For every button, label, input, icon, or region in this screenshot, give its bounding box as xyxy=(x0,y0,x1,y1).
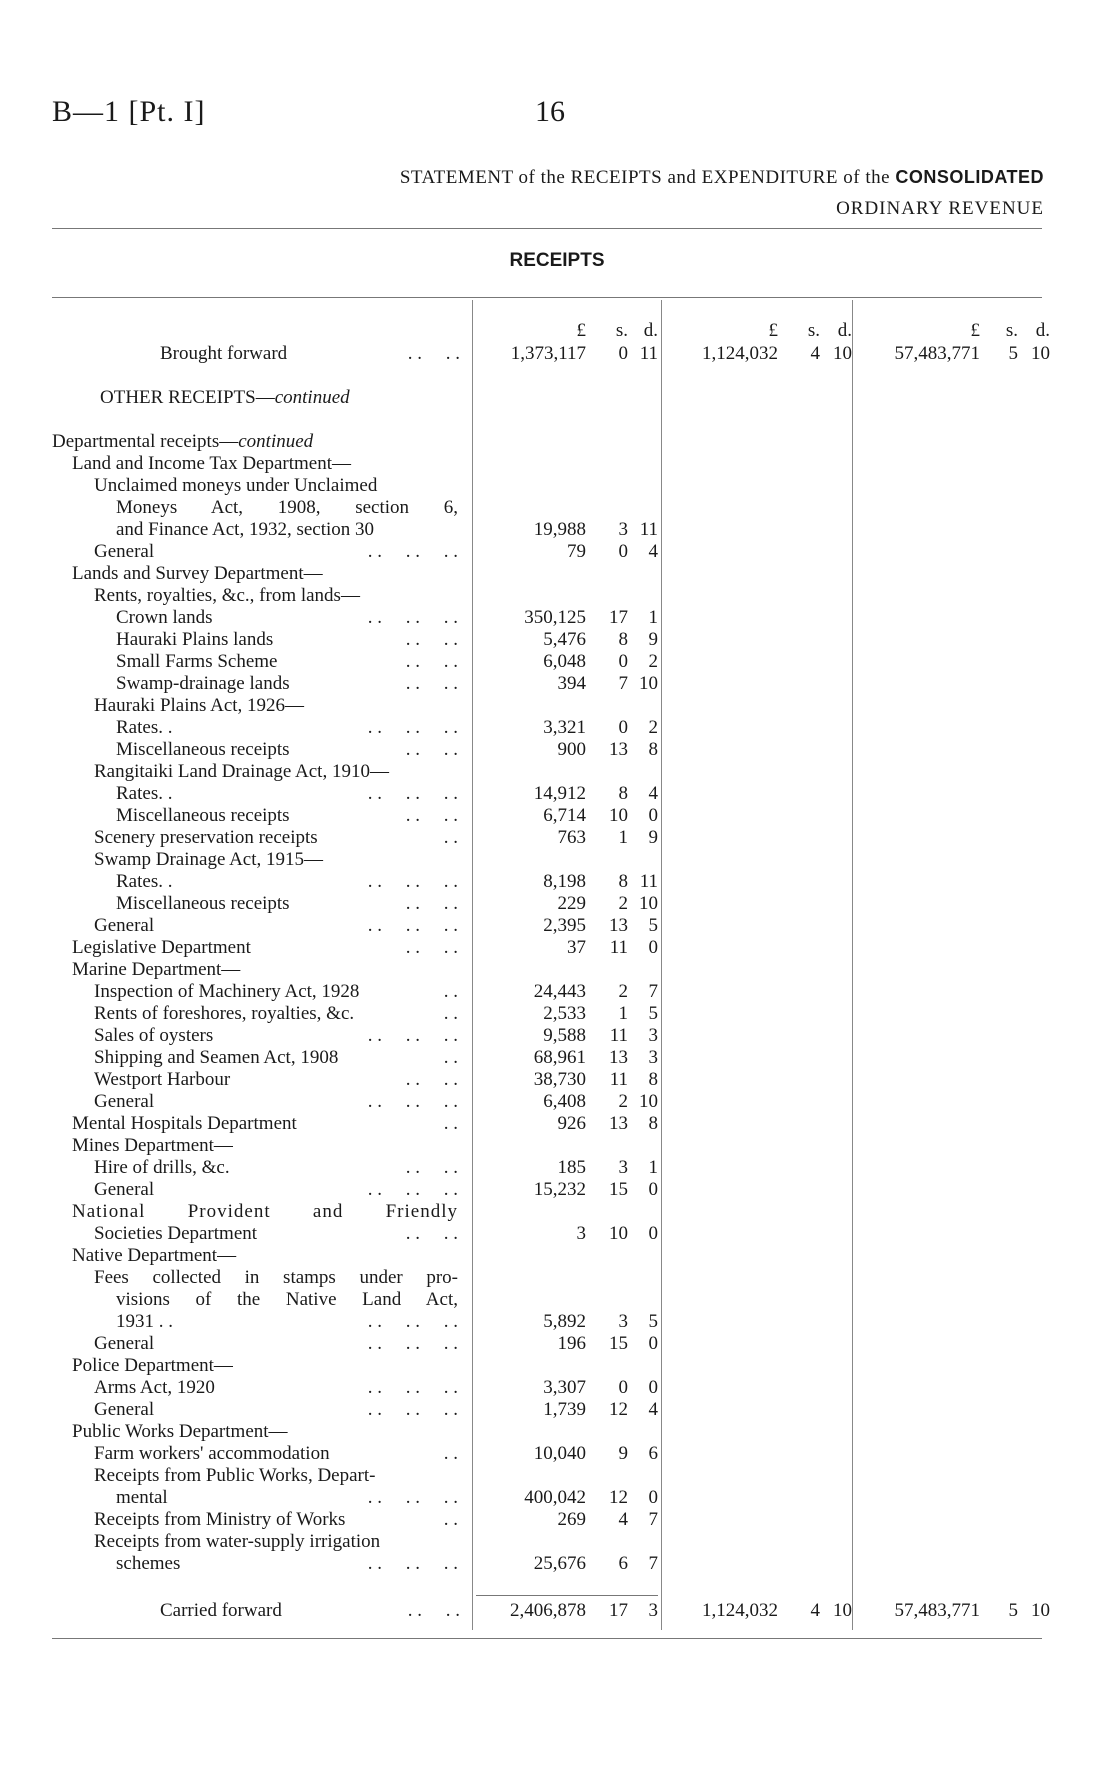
row-leader-dots: . . xyxy=(443,827,458,848)
section-heading: RECEIPTS xyxy=(509,250,605,271)
row-amount-pounds: 400,042 xyxy=(524,1487,586,1508)
row-label: Swamp-drainage lands xyxy=(116,673,290,694)
row-amount-pounds: 25,676 xyxy=(533,1553,586,1574)
row-leader-dots: . . . . xyxy=(405,673,458,694)
document-reference: B—1 [Pt. I] xyxy=(52,95,206,128)
row-amount-shillings: 15 xyxy=(609,1333,628,1354)
row-leader-dots: . . . . xyxy=(405,1157,458,1178)
row-amount-pence: 10 xyxy=(639,673,658,694)
row-amount-pounds: 15,232 xyxy=(533,1179,586,1200)
row-amount-shillings: 12 xyxy=(609,1487,628,1508)
row-label: Crown lands xyxy=(116,607,213,628)
row-label: General xyxy=(94,1333,155,1354)
row-label: Marine Department— xyxy=(72,959,241,980)
row-amount-pence: 3 xyxy=(648,1025,658,1046)
row-leader-dots: . . xyxy=(443,1003,458,1024)
row-amount-pence: 7 xyxy=(648,1509,658,1530)
row-label: Moneys Act, 1908, section 6, xyxy=(116,497,458,518)
row-label: Mines Department— xyxy=(72,1135,233,1156)
carried-forward-col1-pence: 3 xyxy=(648,1600,658,1621)
col3-pence-header: d. xyxy=(1035,320,1050,341)
row-amount-pence: 2 xyxy=(648,717,658,738)
row-label: Fees collected in stamps under pro- xyxy=(94,1267,458,1288)
row-leader-dots: . . . . . . xyxy=(367,1179,458,1200)
row-label: Receipts from Public Works, Depart- xyxy=(94,1465,376,1486)
bottom-rule xyxy=(52,1638,1042,1639)
table-top-rule xyxy=(52,297,1042,298)
brought-forward-col3-pence: 10 xyxy=(1031,343,1050,364)
row-leader-dots: . . . . xyxy=(405,937,458,958)
row-amount-shillings: 9 xyxy=(618,1443,628,1464)
row-amount-pounds: 3,307 xyxy=(543,1377,586,1398)
row-label: Miscellaneous receipts xyxy=(116,805,290,826)
row-amount-pounds: 3,321 xyxy=(543,717,586,738)
brought-forward-dots: . . . . xyxy=(407,343,460,364)
row-leader-dots: . . . . . . xyxy=(367,607,458,628)
row-label: visions of the Native Land Act, xyxy=(116,1289,458,1310)
row-amount-pence: 8 xyxy=(648,739,658,760)
column-separator-1 xyxy=(472,300,473,1630)
row-label: Shipping and Seamen Act, 1908 xyxy=(94,1047,339,1068)
row-amount-pounds: 38,730 xyxy=(533,1069,586,1090)
row-label: Hauraki Plains Act, 1926— xyxy=(94,695,305,716)
row-amount-shillings: 3 xyxy=(618,1157,628,1178)
row-amount-shillings: 2 xyxy=(618,893,628,914)
row-label: Native Department— xyxy=(72,1245,237,1266)
row-label: Scenery preservation receipts xyxy=(94,827,318,848)
row-label: Inspection of Machinery Act, 1928 xyxy=(94,981,360,1002)
row-label: and Finance Act, 1932, section 30 xyxy=(116,519,375,540)
brought-forward-col2-pence: 10 xyxy=(833,343,852,364)
row-leader-dots: . . . . xyxy=(405,1069,458,1090)
row-amount-shillings: 8 xyxy=(618,871,628,892)
row-amount-shillings: 8 xyxy=(618,629,628,650)
row-amount-pounds: 229 xyxy=(557,893,586,914)
row-leader-dots: . . . . . . xyxy=(367,1025,458,1046)
row-label: General xyxy=(94,541,155,562)
row-label: Arms Act, 1920 xyxy=(94,1377,215,1398)
departmental-heading xyxy=(52,431,313,453)
carried-forward-col2-shillings: 4 xyxy=(810,1600,820,1621)
row-amount-pounds: 19,988 xyxy=(533,519,586,540)
row-amount-pence: 11 xyxy=(639,871,658,892)
row-amount-pence: 9 xyxy=(648,827,658,848)
other-receipts-continued: continued xyxy=(274,387,350,408)
row-amount-pence: 1 xyxy=(648,607,658,628)
row-label: Lands and Survey Department— xyxy=(72,563,323,584)
carried-forward-col3-pounds: 57,483,771 xyxy=(894,1600,980,1621)
other-receipts-heading xyxy=(100,387,350,409)
row-label: Mental Hospitals Department xyxy=(72,1113,297,1134)
row-amount-pounds: 24,443 xyxy=(533,981,586,1002)
carried-forward-col3-pence: 10 xyxy=(1031,1600,1050,1621)
row-amount-pence: 3 xyxy=(648,1047,658,1068)
brought-forward-col1-pounds: 1,373,117 xyxy=(510,343,586,364)
row-label: General xyxy=(94,1091,155,1112)
row-amount-pence: 7 xyxy=(648,981,658,1002)
row-amount-pounds: 1,739 xyxy=(543,1399,586,1420)
row-amount-shillings: 4 xyxy=(618,1509,628,1530)
row-amount-pounds: 8,198 xyxy=(543,871,586,892)
row-leader-dots: . . xyxy=(443,1113,458,1134)
row-amount-pence: 10 xyxy=(639,1091,658,1112)
row-label: Unclaimed moneys under Unclaimed xyxy=(94,475,378,496)
row-label: Rents of foreshores, royalties, &c. xyxy=(94,1003,355,1024)
row-amount-pence: 2 xyxy=(648,651,658,672)
row-amount-shillings: 11 xyxy=(609,937,628,958)
row-leader-dots: . . . . . . xyxy=(367,1091,458,1112)
row-leader-dots: . . . . xyxy=(405,1223,458,1244)
row-amount-shillings: 0 xyxy=(618,541,628,562)
col3-shilling-header: s. xyxy=(1005,320,1018,341)
row-label: mental xyxy=(116,1487,168,1508)
col1-pence-header: d. xyxy=(643,320,658,341)
col1-pound-header: £ xyxy=(576,320,586,341)
row-leader-dots: . . . . . . xyxy=(367,717,458,738)
row-amount-pounds: 10,040 xyxy=(533,1443,586,1464)
row-amount-shillings: 0 xyxy=(618,717,628,738)
row-amount-pence: 0 xyxy=(648,1377,658,1398)
brought-forward-col1-shillings: 0 xyxy=(618,343,628,364)
row-label: Small Farms Scheme xyxy=(116,651,278,672)
brought-forward-col3-shillings: 5 xyxy=(1008,343,1018,364)
row-amount-shillings: 7 xyxy=(618,673,628,694)
page-number: 16 xyxy=(535,95,565,128)
row-label: General xyxy=(94,915,155,936)
row-amount-shillings: 1 xyxy=(618,1003,628,1024)
row-amount-pence: 7 xyxy=(648,1553,658,1574)
carried-forward-col2-pence: 10 xyxy=(833,1600,852,1621)
brought-forward-col3-pounds: 57,483,771 xyxy=(894,343,980,364)
row-label: Rates. . xyxy=(116,783,173,804)
col2-shilling-header: s. xyxy=(807,320,820,341)
row-label: 1931 . . xyxy=(116,1311,173,1332)
row-leader-dots: . . . . xyxy=(405,893,458,914)
row-label: Public Works Department— xyxy=(72,1421,288,1442)
row-amount-pence: 0 xyxy=(648,1333,658,1354)
row-leader-dots: . . xyxy=(443,1047,458,1068)
row-leader-dots: . . xyxy=(443,981,458,1002)
row-amount-shillings: 13 xyxy=(609,1047,628,1068)
carried-forward-dots: . . . . xyxy=(407,1600,460,1621)
row-leader-dots: . . . . xyxy=(405,805,458,826)
row-label: Rents, royalties, &c., from lands— xyxy=(94,585,360,606)
row-label: schemes xyxy=(116,1553,181,1574)
departmental-continued: continued xyxy=(238,431,314,452)
row-label: Receipts from Ministry of Works xyxy=(94,1509,346,1530)
row-label: Rates. . xyxy=(116,717,173,738)
row-leader-dots: . . . . . . xyxy=(367,1399,458,1420)
row-amount-shillings: 6 xyxy=(618,1553,628,1574)
col1-shilling-header: s. xyxy=(615,320,628,341)
row-label: Westport Harbour xyxy=(94,1069,231,1090)
title-bold: CONSOLIDATED xyxy=(895,167,1044,187)
row-leader-dots: . . . . xyxy=(405,739,458,760)
row-amount-pounds: 79 xyxy=(567,541,586,562)
row-amount-pounds: 6,408 xyxy=(543,1091,586,1112)
row-amount-pence: 8 xyxy=(648,1113,658,1134)
row-amount-pence: 0 xyxy=(648,937,658,958)
col2-pound-header: £ xyxy=(768,320,778,341)
row-amount-pounds: 763 xyxy=(557,827,586,848)
row-amount-pence: 0 xyxy=(648,1179,658,1200)
row-amount-shillings: 3 xyxy=(618,1311,628,1332)
row-amount-pence: 0 xyxy=(648,805,658,826)
row-label: Hauraki Plains lands xyxy=(116,629,274,650)
row-amount-pence: 8 xyxy=(648,1069,658,1090)
row-amount-shillings: 0 xyxy=(618,1377,628,1398)
row-amount-pence: 5 xyxy=(648,1311,658,1332)
row-label: General xyxy=(94,1179,155,1200)
row-amount-pence: 9 xyxy=(648,629,658,650)
row-label: Societies Department xyxy=(94,1223,258,1244)
carried-forward-col1-pounds: 2,406,878 xyxy=(510,1600,586,1621)
row-amount-pence: 5 xyxy=(648,915,658,936)
row-amount-shillings: 17 xyxy=(609,607,628,628)
row-label: Rates. . xyxy=(116,871,173,892)
column-separator-3 xyxy=(852,300,853,1630)
row-leader-dots: . . . . . . xyxy=(367,541,458,562)
carried-forward-col2-pounds: 1,124,032 xyxy=(702,1600,778,1621)
row-amount-pounds: 394 xyxy=(557,673,586,694)
row-amount-pence: 11 xyxy=(639,519,658,540)
row-amount-pounds: 900 xyxy=(557,739,586,760)
row-amount-pounds: 350,125 xyxy=(524,607,586,628)
row-leader-dots: . . . . . . xyxy=(367,1553,458,1574)
row-amount-pounds: 6,714 xyxy=(543,805,586,826)
row-leader-dots: . . . . xyxy=(405,629,458,650)
departmental-text: Departmental receipts— xyxy=(52,431,239,452)
row-amount-pounds: 37 xyxy=(567,937,586,958)
row-amount-shillings: 2 xyxy=(618,981,628,1002)
brought-forward-col1-pence: 11 xyxy=(639,343,658,364)
row-amount-pence: 4 xyxy=(648,783,658,804)
col3-pound-header: £ xyxy=(970,320,980,341)
row-amount-shillings: 3 xyxy=(618,519,628,540)
row-amount-pounds: 185 xyxy=(557,1157,586,1178)
brought-forward-label: Brought forward xyxy=(160,343,288,364)
row-amount-pounds: 2,533 xyxy=(543,1003,586,1024)
row-leader-dots: . . . . xyxy=(405,651,458,672)
row-amount-pounds: 9,588 xyxy=(543,1025,586,1046)
row-amount-shillings: 13 xyxy=(609,1113,628,1134)
column-separator-2 xyxy=(661,300,662,1630)
row-label: Rangitaiki Land Drainage Act, 1910— xyxy=(94,761,389,782)
row-amount-pence: 10 xyxy=(639,893,658,914)
row-amount-shillings: 1 xyxy=(618,827,628,848)
brought-forward-col2-shillings: 4 xyxy=(810,343,820,364)
title-rule xyxy=(52,228,1042,229)
carried-forward-label: Carried forward xyxy=(160,1600,282,1621)
row-amount-pounds: 2,395 xyxy=(543,915,586,936)
row-label: Police Department— xyxy=(72,1355,233,1376)
row-amount-shillings: 15 xyxy=(609,1179,628,1200)
row-amount-pence: 5 xyxy=(648,1003,658,1024)
title-prefix: STATEMENT of the RECEIPTS and EXPENDITURE of the xyxy=(399,167,891,188)
row-leader-dots: . . . . . . xyxy=(367,1377,458,1398)
row-amount-shillings: 0 xyxy=(618,651,628,672)
row-amount-pence: 1 xyxy=(648,1157,658,1178)
carried-forward-col1-shillings: 17 xyxy=(609,1600,628,1621)
other-receipts-text: OTHER RECEIPTS— xyxy=(100,387,275,408)
carried-forward-col3-shillings: 5 xyxy=(1008,1600,1018,1621)
row-label: Farm workers' accommodation xyxy=(94,1443,330,1464)
row-label: Hire of drills, &c. xyxy=(94,1157,230,1178)
row-label: Miscellaneous receipts xyxy=(116,893,290,914)
row-amount-pounds: 6,048 xyxy=(543,651,586,672)
row-amount-shillings: 13 xyxy=(609,915,628,936)
row-amount-pence: 4 xyxy=(648,1399,658,1420)
row-leader-dots: . . . . . . xyxy=(367,915,458,936)
row-amount-pounds: 5,476 xyxy=(543,629,586,650)
row-label: Swamp Drainage Act, 1915— xyxy=(94,849,324,870)
col2-pence-header: d. xyxy=(837,320,852,341)
row-amount-shillings: 13 xyxy=(609,739,628,760)
row-label: Receipts from water-supply irrigation xyxy=(94,1531,381,1552)
row-label: National Provident and Friendly xyxy=(72,1201,458,1222)
row-label: General xyxy=(94,1399,155,1420)
total-rule-col1 xyxy=(476,1595,658,1596)
row-amount-pence: 6 xyxy=(648,1443,658,1464)
row-amount-pounds: 68,961 xyxy=(533,1047,586,1068)
row-amount-shillings: 11 xyxy=(609,1025,628,1046)
row-leader-dots: . . xyxy=(443,1443,458,1464)
row-leader-dots: . . . . . . xyxy=(367,1487,458,1508)
row-amount-shillings: 2 xyxy=(618,1091,628,1112)
row-leader-dots: . . xyxy=(443,1509,458,1530)
row-amount-pounds: 269 xyxy=(557,1509,586,1530)
row-label: Sales of oysters xyxy=(94,1025,214,1046)
row-amount-shillings: 10 xyxy=(609,805,628,826)
row-leader-dots: . . . . . . xyxy=(367,1333,458,1354)
row-label: Land and Income Tax Department— xyxy=(72,453,351,474)
statement-title-line1 xyxy=(400,167,1044,189)
row-label: Legislative Department xyxy=(72,937,251,958)
row-amount-pounds: 926 xyxy=(557,1113,586,1134)
statement-title-line2: ORDINARY REVENUE xyxy=(836,198,1044,219)
row-leader-dots: . . . . . . xyxy=(367,871,458,892)
row-amount-pounds: 3 xyxy=(576,1223,586,1244)
row-leader-dots: . . . . . . xyxy=(367,783,458,804)
brought-forward-col2-pounds: 1,124,032 xyxy=(702,343,778,364)
row-amount-pence: 4 xyxy=(648,541,658,562)
row-amount-shillings: 8 xyxy=(618,783,628,804)
row-label: Miscellaneous receipts xyxy=(116,739,290,760)
row-amount-shillings: 10 xyxy=(609,1223,628,1244)
row-amount-shillings: 12 xyxy=(609,1399,628,1420)
row-amount-pence: 0 xyxy=(648,1223,658,1244)
row-leader-dots: . . . . . . xyxy=(367,1311,458,1332)
row-amount-shillings: 11 xyxy=(609,1069,628,1090)
row-amount-pounds: 14,912 xyxy=(533,783,586,804)
row-amount-pence: 0 xyxy=(648,1487,658,1508)
row-amount-pounds: 5,892 xyxy=(543,1311,586,1332)
row-amount-pounds: 196 xyxy=(557,1333,586,1354)
